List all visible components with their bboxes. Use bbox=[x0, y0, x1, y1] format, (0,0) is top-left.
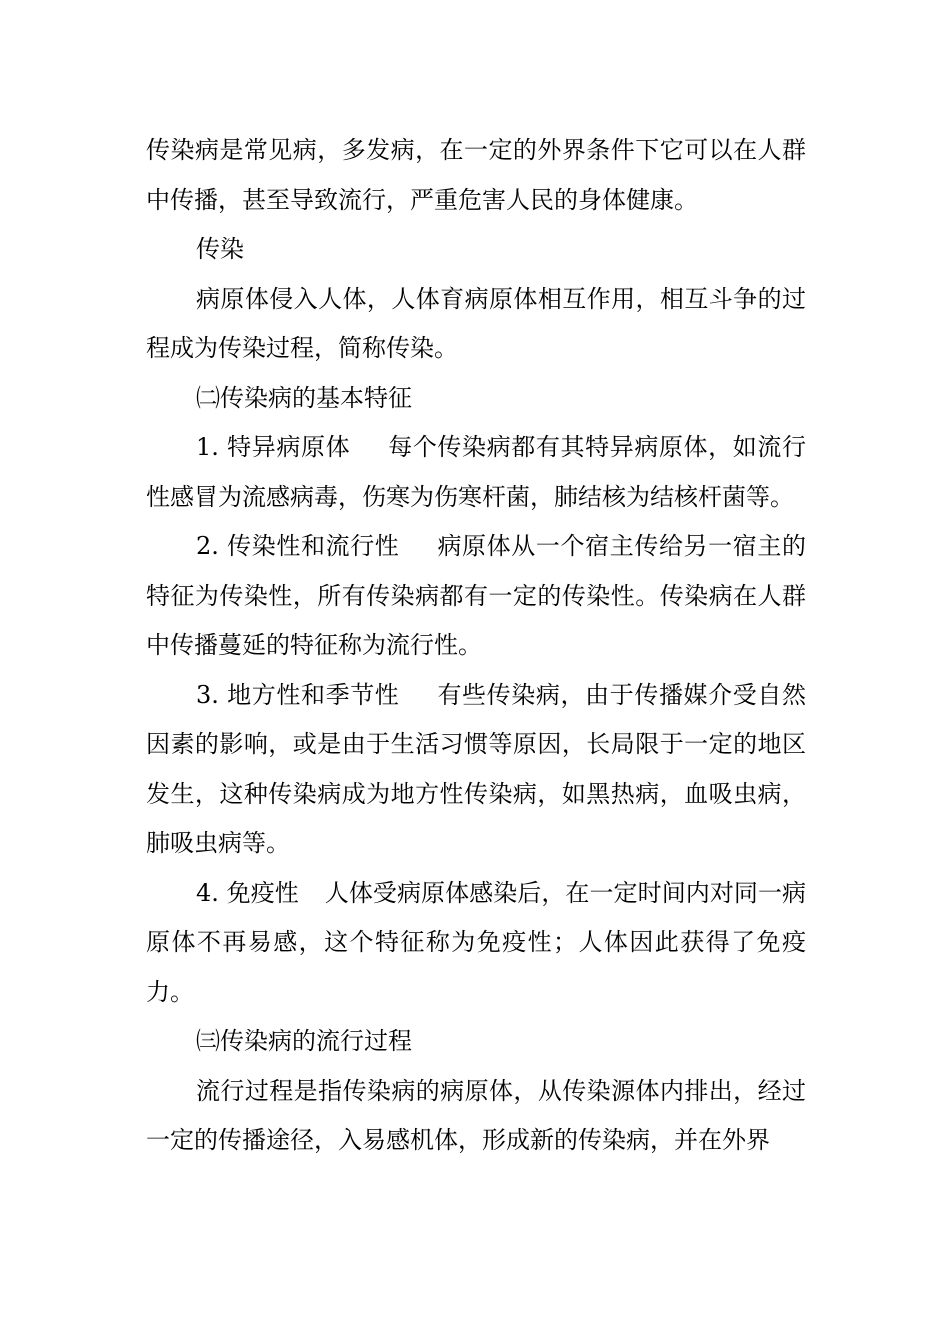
intro-paragraph: 传染病是常见病，多发病，在一定的外界条件下它可以在人群中传播，甚至导致流行，严重危害人民的身体健康。 bbox=[146, 136, 806, 214]
section-heading-epidemic-process: ㈢传染病的流行过程 bbox=[196, 1027, 412, 1055]
section-heading-basic-features: ㈡传染病的基本特征 bbox=[196, 383, 412, 412]
feature-text-4: 人体受病原体感染后，在一定时间内对同一病原体不再易感，这个特征称为免疫性；人体因此获得了免疫力。 bbox=[146, 878, 807, 1006]
feature-term-1: 1. 特异病原体 bbox=[196, 433, 351, 461]
epidemic-process-paragraph: 流行过程是指传染病的病原体，从传染源体内排出，经过一定的传播途径，入易感机体，形成新的传染病，并在外界 bbox=[146, 1076, 806, 1154]
feature-text-2: 病原体从一个宿主传给另一宿主的特征为传染性，所有传染病都有一定的传染性。传染病在人群中传播蔓延的特征称为流行性。 bbox=[146, 532, 807, 659]
feature-paragraph-3 bbox=[146, 671, 806, 869]
feature-term-2: 2. 传染性和流行性 bbox=[196, 532, 400, 560]
feature-paragraph-2 bbox=[146, 522, 806, 671]
infection-definition-paragraph: 病原体侵入人体，人体育病原体相互作用，相互斗争的过程成为传染过程，简称传染。 bbox=[146, 284, 806, 362]
feature-paragraph-4 bbox=[146, 869, 806, 1018]
feature-term-3: 3. 地方性和季节性 bbox=[196, 680, 400, 709]
feature-text-3: 有些传染病，由于传播媒介受自然因素的影响，或是由于生活习惯等原因，长局限于一定的地区发生，这种传染病成为地方性传染病，如黑热病，血吸虫病，肺吸虫病等。 bbox=[146, 680, 807, 857]
feature-text-1: 每个传染病都有其特异病原体，如流行性感冒为流感病毒，伤寒为伤寒杆菌，肺结核为结核杆菌等。 bbox=[146, 433, 806, 511]
document-body bbox=[146, 126, 806, 1166]
section-heading-infection: 传染 bbox=[196, 235, 244, 263]
feature-paragraph-1 bbox=[146, 423, 806, 522]
feature-term-4: 4. 免疫性 bbox=[196, 878, 299, 907]
